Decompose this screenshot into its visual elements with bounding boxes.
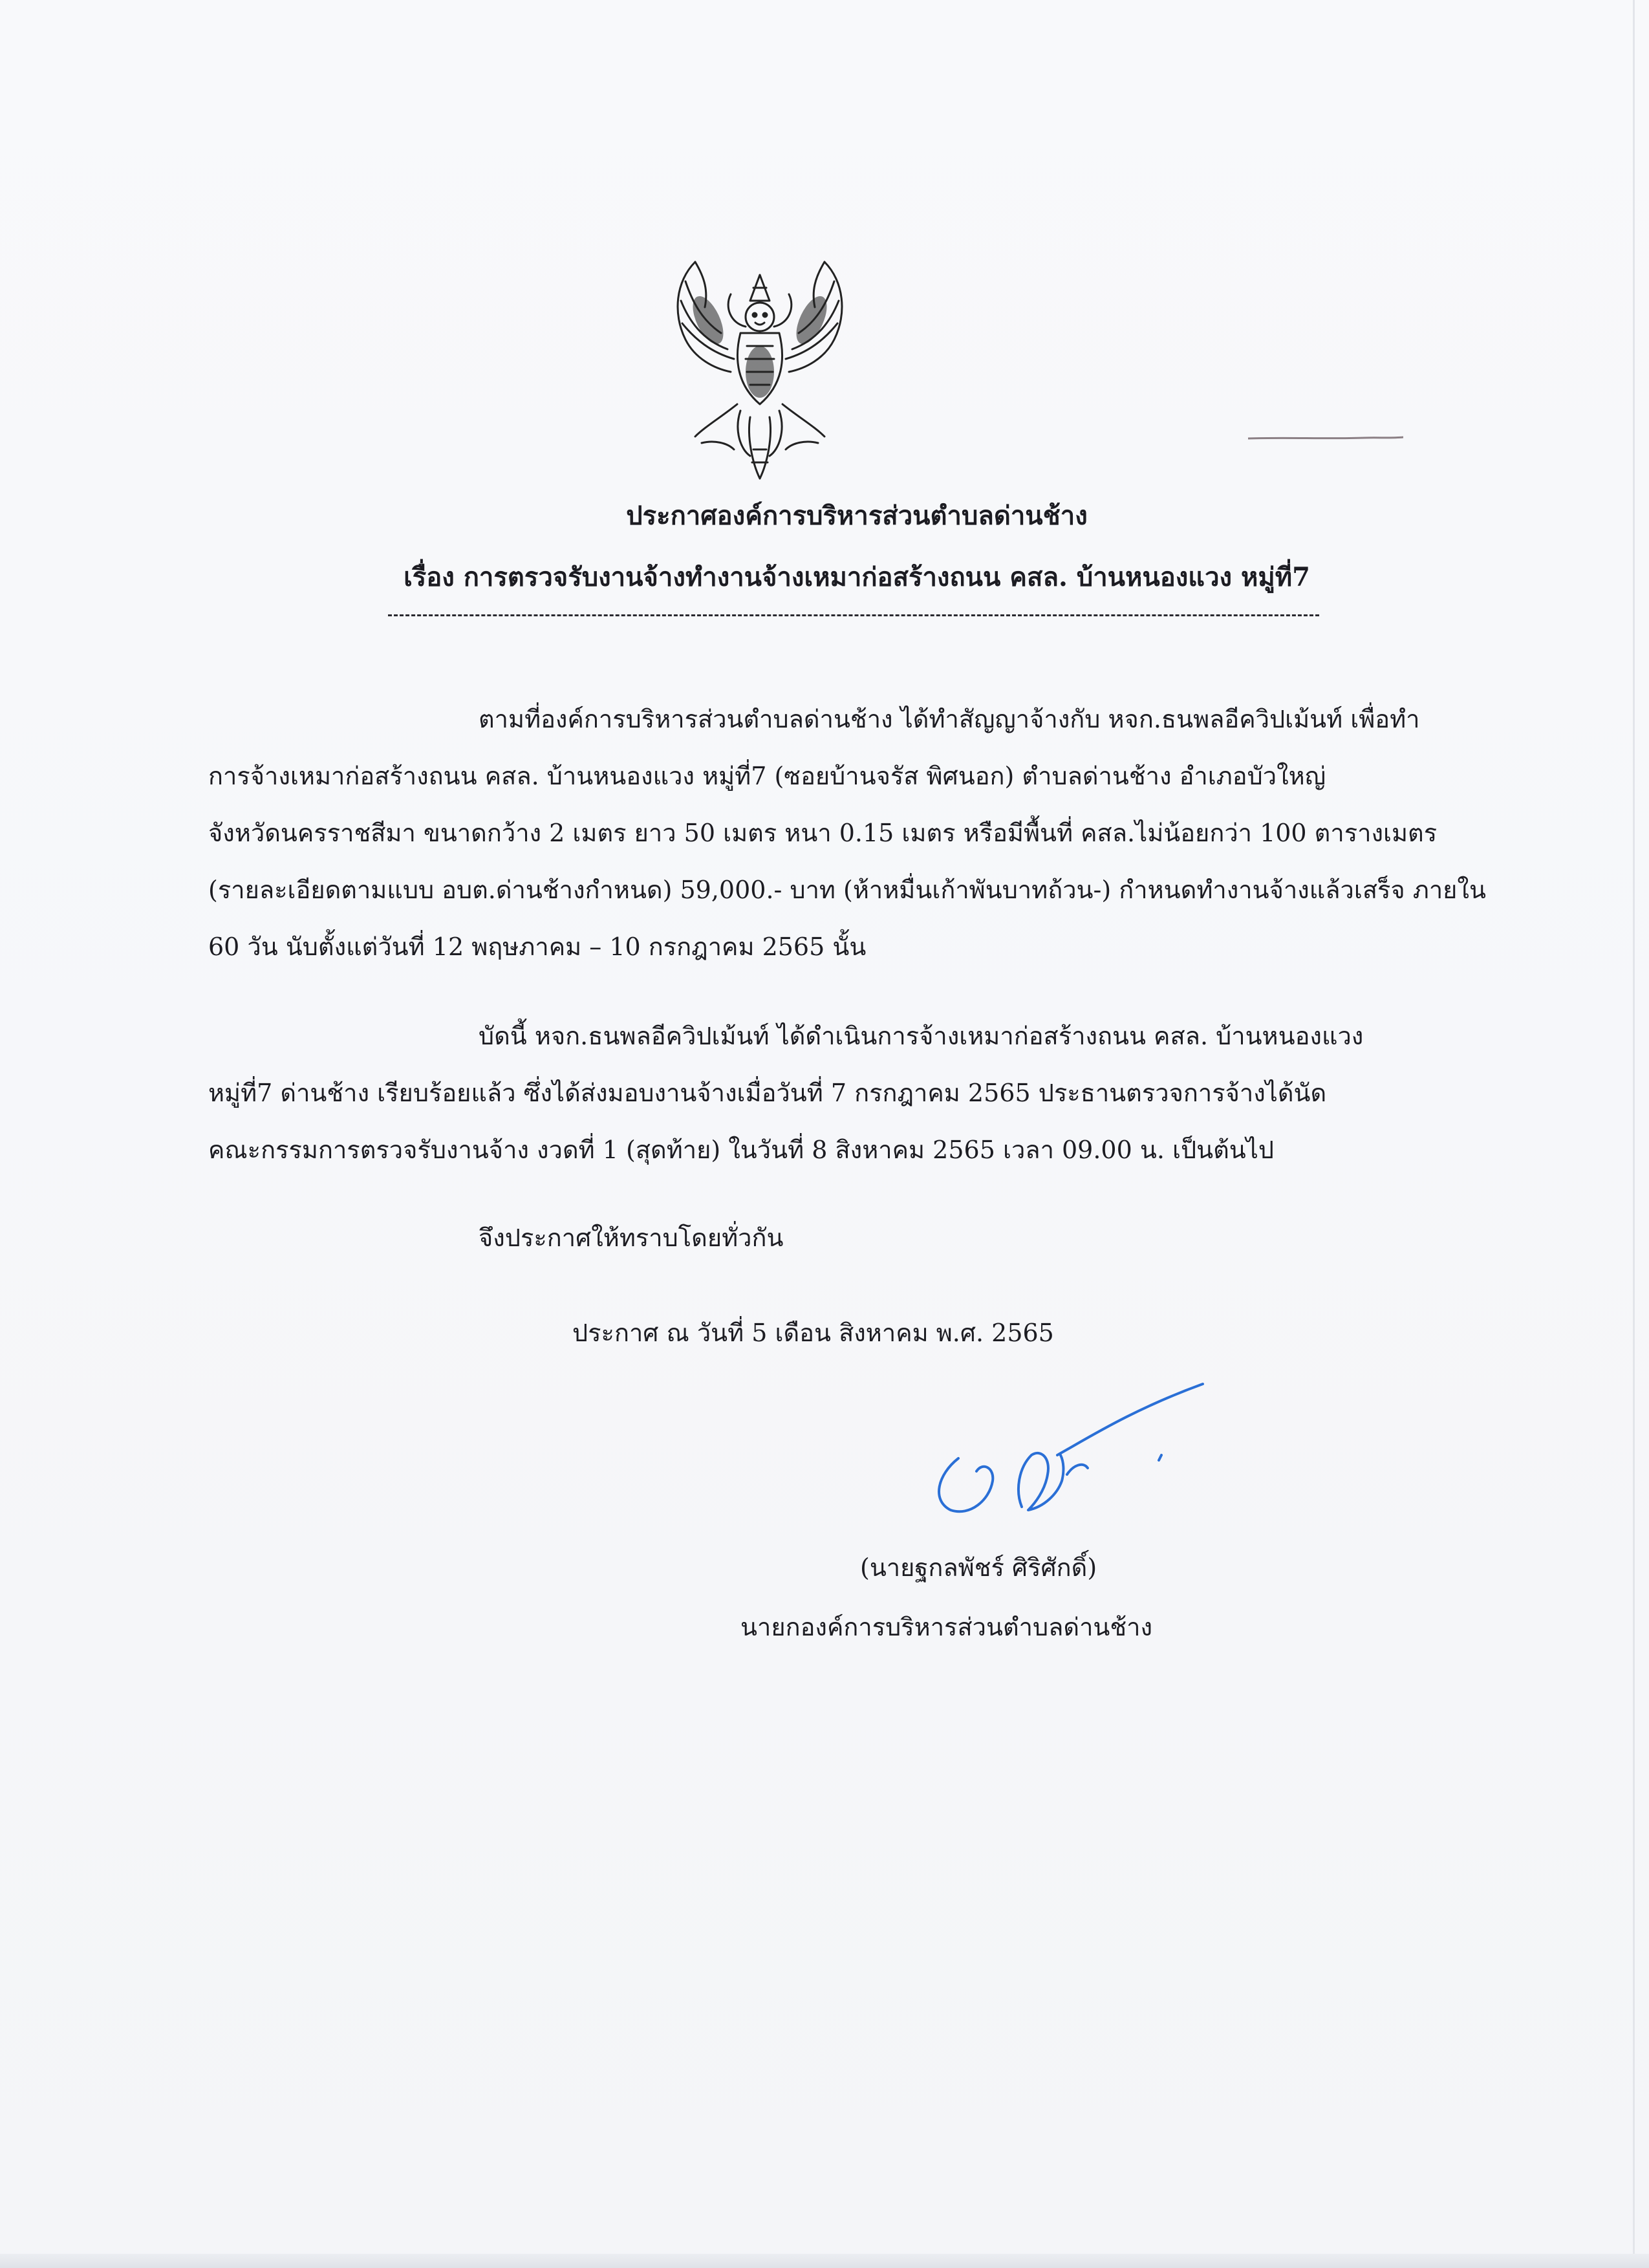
stray-pen-mark <box>1248 433 1403 442</box>
paragraph-line: 60 วัน นับตั้งแต่วันที่ 12 พฤษภาคม – 10 กรกฎาคม 2565 นั้น <box>208 933 867 961</box>
signatory-name: (นายฐกลพัชร์ ศิริศักดิ์) <box>860 1553 1097 1582</box>
signatory-position: นายกองค์การบริหารส่วนตำบลด่านช้าง <box>740 1613 1153 1641</box>
page-edge-bottom <box>0 2254 1649 2268</box>
handwritten-signature-icon <box>918 1377 1216 1526</box>
paragraph-line: บัดนี้ หจก.ธนพลอีควิปเม้นท์ ได้ดำเนินการจ้างเหมาก่อสร้างถนน คสล. บ้านหนองแวง <box>479 1022 1364 1050</box>
closing-statement: จึงประกาศให้ทราบโดยทั่วกัน <box>479 1224 784 1252</box>
paragraph-line: การจ้างเหมาก่อสร้างถนน คสล. บ้านหนองแวง หมู่ที่7 (ซอยบ้านจรัส พิศนอก) ตำบลด่านช้าง อำเภอบัวใหญ่ <box>208 762 1326 790</box>
page-edge-right <box>1633 0 1635 2268</box>
paragraph-line: ตามที่องค์การบริหารส่วนตำบลด่านช้าง ได้ทำสัญญาจ้างกับ หจก.ธนพลอีควิปเม้นท์ เพื่อทำ <box>479 705 1420 733</box>
announcement-title: ประกาศองค์การบริหารส่วนตำบลด่านช้าง <box>626 501 1088 531</box>
announcement-date: ประกาศ ณ วันที่ 5 เดือน สิงหาคม พ.ศ. 2565 <box>572 1319 1054 1347</box>
paragraph-line: คณะกรรมการตรวจรับงานจ้าง งวดที่ 1 (สุดท้าย) ในวันที่ 8 สิงหาคม 2565 เวลา 09.00 น. เป็นต้นไป <box>208 1136 1274 1164</box>
separator-line <box>388 614 1319 616</box>
garuda-emblem-icon <box>669 255 850 488</box>
paragraph-line: (รายละเอียดตามแบบ อบต.ด่านช้างกำหนด) 59,000.- บาท (ห้าหมื่นเก้าพันบาทถ้วน-) กำหนดทำงานจ้างแล้วเสร็จ ภายใน <box>208 876 1486 904</box>
announcement-subject: เรื่อง การตรวจรับงานจ้างทำงานจ้างเหมาก่อสร้างถนน คสล. บ้านหนองแวง หมู่ที่7 <box>404 562 1310 592</box>
body-paragraph-1 <box>208 691 1521 975</box>
paragraph-line: หมู่ที่7 ด่านช้าง เรียบร้อยแล้ว ซึ่งได้ส่งมอบงานจ้างเมื่อวันที่ 7 กรกฎาคม 2565 ประธานตรวจการจ้างได้นัด <box>208 1079 1327 1107</box>
paragraph-line: จังหวัดนครราชสีมา ขนาดกว้าง 2 เมตร ยาว 50 เมตร หนา 0.15 เมตร หรือมีพื้นที่ คสล.ไม่น้อยกว่า 100 ตารางเมตร <box>208 819 1438 847</box>
body-paragraph-2 <box>208 1008 1521 1178</box>
